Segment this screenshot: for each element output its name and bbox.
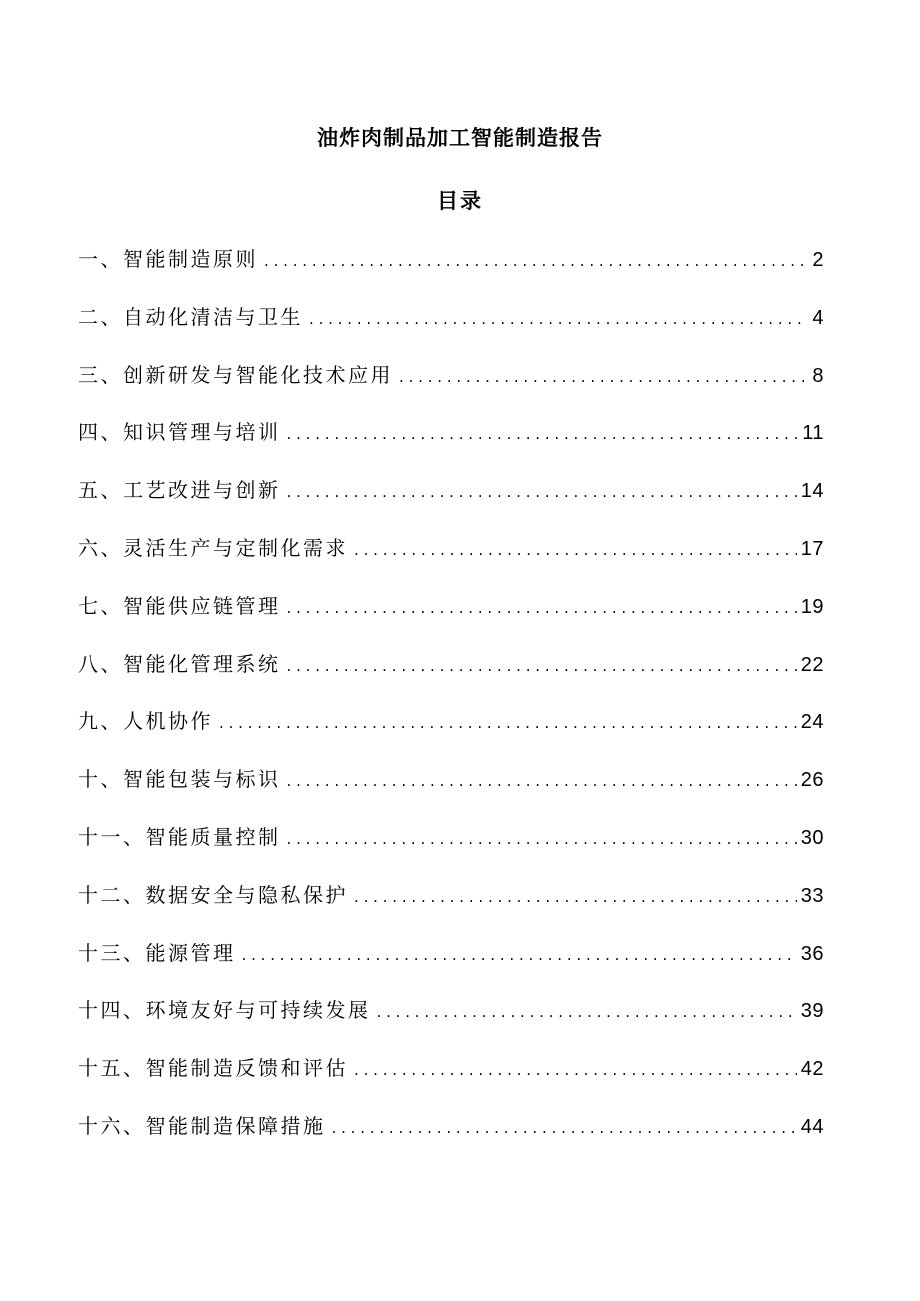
- toc-entry[interactable]: [78, 994, 824, 1052]
- toc-leader-dots: [287, 476, 797, 508]
- toc-entry-label: 十、智能包装与标识: [78, 767, 281, 792]
- toc-entry-label: 八、智能化管理系统: [78, 651, 281, 676]
- toc-entry-page: 8: [812, 364, 824, 387]
- toc-leader-dots: [399, 361, 808, 393]
- toc-entry-page: 14: [800, 480, 824, 503]
- toc-entry-label: 十三、能源管理: [78, 940, 236, 965]
- toc-entry[interactable]: [78, 648, 824, 706]
- toc-entry[interactable]: [78, 937, 824, 995]
- toc-entry-page: 26: [800, 769, 824, 792]
- toc-entry-label: 六、灵活生产与定制化需求: [78, 535, 348, 560]
- toc-entry-label: 十六、智能制造保障措施: [78, 1113, 326, 1138]
- toc-entry-label: 三、创新研发与智能化技术应用: [78, 362, 393, 387]
- toc-entry-label: 十一、智能质量控制: [78, 824, 281, 849]
- toc-entry-label: 十四、环境友好与可持续发展: [78, 998, 371, 1023]
- toc-entry[interactable]: [78, 590, 824, 648]
- toc-leader-dots: [242, 939, 797, 971]
- toc-leader-dots: [219, 707, 797, 739]
- toc-entry-label: 七、智能供应链管理: [78, 593, 281, 618]
- toc-entry-page: 24: [800, 711, 824, 734]
- toc-leader-dots: [309, 303, 808, 335]
- toc-entry-label: 二、自动化清洁与卫生: [78, 304, 303, 329]
- toc-entry-label: 十五、智能制造反馈和评估: [78, 1056, 348, 1081]
- toc-entry[interactable]: [78, 243, 824, 301]
- toc-leader-dots: [354, 1054, 797, 1086]
- toc-entry-label: 十二、数据安全与隐私保护: [78, 882, 348, 907]
- toc-entry-label: 五、工艺改进与创新: [78, 478, 281, 503]
- toc-entry-page: 39: [800, 1000, 824, 1023]
- toc-entry-page: 36: [800, 942, 824, 965]
- toc-leader-dots: [354, 534, 797, 566]
- toc-entry-page: 2: [812, 249, 824, 271]
- toc-entry-page: 11: [802, 422, 824, 445]
- toc-entry-page: 42: [800, 1058, 824, 1081]
- toc-entry[interactable]: [78, 301, 824, 359]
- toc-entry-page: 22: [800, 653, 824, 676]
- toc-entry-page: 44: [800, 1115, 824, 1138]
- toc-entry[interactable]: [78, 879, 824, 937]
- toc-entry[interactable]: [78, 474, 824, 532]
- toc-entry-label: 九、人机协作: [78, 709, 213, 734]
- toc-entry[interactable]: [78, 1110, 824, 1168]
- toc-heading: 目录: [437, 188, 483, 213]
- table-of-contents: [78, 243, 824, 1168]
- toc-leader-dots: [287, 823, 797, 855]
- toc-entry[interactable]: [78, 763, 824, 821]
- toc-entry-page: 19: [800, 595, 824, 618]
- toc-leader-dots: [287, 418, 799, 450]
- toc-entry-page: 17: [800, 537, 824, 560]
- toc-entry[interactable]: [78, 821, 824, 879]
- toc-entry[interactable]: [78, 359, 824, 417]
- toc-entry-page: 30: [800, 826, 824, 849]
- toc-leader-dots: [354, 881, 797, 913]
- toc-leader-dots: [377, 996, 797, 1028]
- toc-entry-label: 一、智能制造原则: [78, 247, 258, 271]
- toc-entry[interactable]: [78, 1052, 824, 1110]
- toc-leader-dots: [264, 245, 808, 277]
- toc-entry-page: 4: [812, 306, 824, 329]
- toc-entry-page: 33: [800, 884, 824, 907]
- toc-leader-dots: [332, 1112, 797, 1144]
- toc-leader-dots: [287, 592, 797, 624]
- toc-entry[interactable]: [78, 416, 824, 474]
- toc-entry[interactable]: [78, 705, 824, 763]
- toc-entry[interactable]: [78, 532, 824, 590]
- toc-leader-dots: [287, 765, 797, 797]
- toc-leader-dots: [287, 650, 797, 682]
- toc-entry-label: 四、知识管理与培训: [78, 420, 281, 445]
- document-title: 油炸肉制品加工智能制造报告: [317, 125, 603, 150]
